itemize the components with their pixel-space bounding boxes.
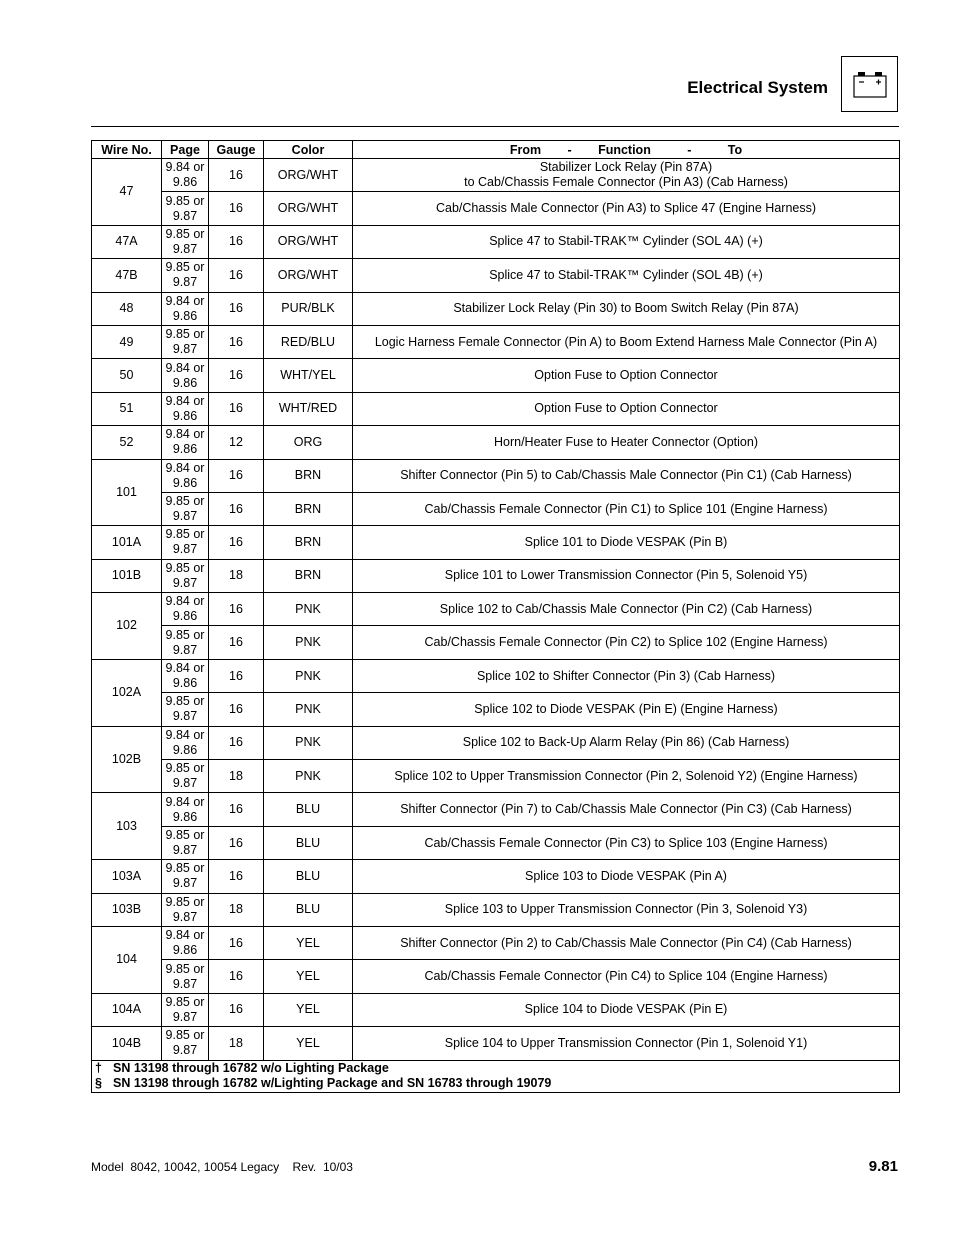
wire-cell: 47 bbox=[92, 159, 162, 226]
function-cell: Cab/Chassis Female Connector (Pin C2) to Splice 102 (Engine Harness) bbox=[353, 626, 900, 659]
page-cell: 9.85 or 9.87 bbox=[162, 492, 209, 525]
header-divider bbox=[91, 126, 899, 127]
page-cell: 9.85 or 9.87 bbox=[162, 559, 209, 592]
footnote-symbol: § bbox=[95, 1076, 102, 1091]
table-row bbox=[92, 559, 900, 592]
page-cell: 9.85 or 9.87 bbox=[162, 693, 209, 726]
function-cell: Horn/Heater Fuse to Heater Connector (Option) bbox=[353, 426, 900, 459]
color-cell: BRN bbox=[264, 492, 353, 525]
wire-cell: 102 bbox=[92, 593, 162, 660]
color-cell: BRN bbox=[264, 559, 353, 592]
gauge-cell: 16 bbox=[209, 626, 264, 659]
page-cell: 9.84 or 9.86 bbox=[162, 926, 209, 959]
function-cell: Cab/Chassis Female Connector (Pin C3) to Splice 103 (Engine Harness) bbox=[353, 826, 900, 859]
footer-model-info: Model 8042, 10042, 10054 Legacy Rev. 10/03 bbox=[91, 1160, 353, 1174]
page-cell: 9.85 or 9.87 bbox=[162, 760, 209, 793]
color-cell: BLU bbox=[264, 860, 353, 893]
color-cell: ORG/WHT bbox=[264, 192, 353, 225]
function-cell: Splice 101 to Diode VESPAK (Pin B) bbox=[353, 526, 900, 559]
gauge-cell: 16 bbox=[209, 225, 264, 258]
wire-cell: 47B bbox=[92, 259, 162, 292]
page-cell: 9.84 or 9.86 bbox=[162, 726, 209, 759]
table-row bbox=[92, 726, 900, 759]
table-row bbox=[92, 492, 900, 525]
table-row bbox=[92, 359, 900, 392]
wire-cell: 104 bbox=[92, 926, 162, 993]
gauge-cell: 18 bbox=[209, 760, 264, 793]
col-header-wire: Wire No. bbox=[92, 141, 162, 159]
gauge-cell: 16 bbox=[209, 292, 264, 325]
color-cell: WHT/RED bbox=[264, 392, 353, 425]
function-cell: Cab/Chassis Female Connector (Pin C1) to Splice 101 (Engine Harness) bbox=[353, 492, 900, 525]
page-cell: 9.84 or 9.86 bbox=[162, 359, 209, 392]
table-row bbox=[92, 993, 900, 1026]
footnote bbox=[95, 1076, 896, 1091]
page-cell: 9.85 or 9.87 bbox=[162, 826, 209, 859]
table-row bbox=[92, 593, 900, 626]
gauge-cell: 16 bbox=[209, 993, 264, 1026]
color-cell: YEL bbox=[264, 926, 353, 959]
table-notes-row bbox=[92, 1060, 900, 1092]
page-cell: 9.85 or 9.87 bbox=[162, 259, 209, 292]
wire-cell: 101 bbox=[92, 459, 162, 526]
gauge-cell: 16 bbox=[209, 259, 264, 292]
table-header-row bbox=[92, 141, 900, 159]
table-row bbox=[92, 693, 900, 726]
color-cell: YEL bbox=[264, 993, 353, 1026]
function-cell bbox=[353, 159, 900, 192]
function-cell: Splice 102 to Diode VESPAK (Pin E) (Engine Harness) bbox=[353, 693, 900, 726]
table-row bbox=[92, 526, 900, 559]
page-cell: 9.85 or 9.87 bbox=[162, 626, 209, 659]
wire-cell: 52 bbox=[92, 426, 162, 459]
footnote bbox=[95, 1061, 896, 1076]
color-cell: BRN bbox=[264, 526, 353, 559]
color-cell: WHT/YEL bbox=[264, 359, 353, 392]
gauge-cell: 16 bbox=[209, 726, 264, 759]
function-cell: Splice 102 to Shifter Connector (Pin 3) (Cab Harness) bbox=[353, 659, 900, 692]
page-cell: 9.84 or 9.86 bbox=[162, 159, 209, 192]
page-title: Electrical System bbox=[687, 78, 828, 97]
table-row bbox=[92, 192, 900, 225]
table-row bbox=[92, 860, 900, 893]
page-cell: 9.84 or 9.86 bbox=[162, 292, 209, 325]
table-row bbox=[92, 325, 900, 358]
gauge-cell: 16 bbox=[209, 860, 264, 893]
page-cell: 9.85 or 9.87 bbox=[162, 960, 209, 993]
page-cell: 9.84 or 9.86 bbox=[162, 593, 209, 626]
gauge-cell: 16 bbox=[209, 926, 264, 959]
wire-cell: 104A bbox=[92, 993, 162, 1026]
table-row bbox=[92, 426, 900, 459]
wire-cell: 103 bbox=[92, 793, 162, 860]
function-cell: Splice 101 to Lower Transmission Connector (Pin 5, Solenoid Y5) bbox=[353, 559, 900, 592]
table-row bbox=[92, 760, 900, 793]
col-header-page: Page bbox=[162, 141, 209, 159]
gauge-cell: 16 bbox=[209, 325, 264, 358]
footnote-text: SN 13198 through 16782 w/o Lighting Package bbox=[113, 1061, 389, 1076]
table-row bbox=[92, 659, 900, 692]
table-row bbox=[92, 392, 900, 425]
function-cell: Splice 104 to Upper Transmission Connector (Pin 1, Solenoid Y1) bbox=[353, 1027, 900, 1060]
page-cell: 9.84 or 9.86 bbox=[162, 793, 209, 826]
wire-cell: 102A bbox=[92, 659, 162, 726]
color-cell: PUR/BLK bbox=[264, 292, 353, 325]
page-cell: 9.84 or 9.86 bbox=[162, 426, 209, 459]
function-cell: Splice 104 to Diode VESPAK (Pin E) bbox=[353, 993, 900, 1026]
page-cell: 9.84 or 9.86 bbox=[162, 659, 209, 692]
table-row bbox=[92, 292, 900, 325]
gauge-cell: 16 bbox=[209, 593, 264, 626]
gauge-cell: 18 bbox=[209, 893, 264, 926]
page-number: 9.81 bbox=[868, 1158, 898, 1175]
gauge-cell: 16 bbox=[209, 793, 264, 826]
function-cell: Splice 102 to Back-Up Alarm Relay (Pin 86) (Cab Harness) bbox=[353, 726, 900, 759]
gauge-cell: 16 bbox=[209, 159, 264, 192]
wire-cell: 49 bbox=[92, 325, 162, 358]
footnote-text: SN 13198 through 16782 w/Lighting Package and SN 16783 through 19079 bbox=[113, 1076, 552, 1091]
page-cell: 9.85 or 9.87 bbox=[162, 893, 209, 926]
wire-table bbox=[91, 140, 900, 1093]
col-header-dash: - bbox=[687, 142, 692, 157]
table-row bbox=[92, 960, 900, 993]
color-cell: ORG bbox=[264, 426, 353, 459]
function-cell: Logic Harness Female Connector (Pin A) to Boom Extend Harness Male Connector (Pin A) bbox=[353, 325, 900, 358]
col-header-gauge: Gauge bbox=[209, 141, 264, 159]
gauge-cell: 16 bbox=[209, 459, 264, 492]
color-cell: ORG/WHT bbox=[264, 225, 353, 258]
function-cell: Stabilizer Lock Relay (Pin 30) to Boom Switch Relay (Pin 87A) bbox=[353, 292, 900, 325]
page-cell: 9.84 or 9.86 bbox=[162, 459, 209, 492]
col-header-color: Color bbox=[264, 141, 353, 159]
color-cell: PNK bbox=[264, 726, 353, 759]
color-cell: PNK bbox=[264, 593, 353, 626]
color-cell: PNK bbox=[264, 693, 353, 726]
gauge-cell: 16 bbox=[209, 492, 264, 525]
color-cell: ORG/WHT bbox=[264, 159, 353, 192]
color-cell: YEL bbox=[264, 1027, 353, 1060]
function-cell: Shifter Connector (Pin 7) to Cab/Chassis Male Connector (Pin C3) (Cab Harness) bbox=[353, 793, 900, 826]
function-cell: Splice 47 to Stabil-TRAK™ Cylinder (SOL 4A) (+) bbox=[353, 225, 900, 258]
function-cell: Shifter Connector (Pin 2) to Cab/Chassis Male Connector (Pin C4) (Cab Harness) bbox=[353, 926, 900, 959]
wire-cell: 48 bbox=[92, 292, 162, 325]
gauge-cell: 16 bbox=[209, 526, 264, 559]
function-cell: Splice 102 to Cab/Chassis Male Connector (Pin C2) (Cab Harness) bbox=[353, 593, 900, 626]
table-row bbox=[92, 793, 900, 826]
gauge-cell: 12 bbox=[209, 426, 264, 459]
gauge-cell: 16 bbox=[209, 826, 264, 859]
page-cell: 9.85 or 9.87 bbox=[162, 1027, 209, 1060]
wire-cell: 101A bbox=[92, 526, 162, 559]
color-cell: PNK bbox=[264, 659, 353, 692]
table-row bbox=[92, 893, 900, 926]
col-header-function-label: Function bbox=[598, 142, 651, 157]
function-line: Stabilizer Lock Relay (Pin 87A) bbox=[539, 160, 713, 175]
gauge-cell: 18 bbox=[209, 1027, 264, 1060]
wire-cell: 102B bbox=[92, 726, 162, 793]
table-row bbox=[92, 159, 900, 192]
table-row bbox=[92, 259, 900, 292]
color-cell: BLU bbox=[264, 893, 353, 926]
function-cell: Shifter Connector (Pin 5) to Cab/Chassis Male Connector (Pin C1) (Cab Harness) bbox=[353, 459, 900, 492]
function-line: to Cab/Chassis Female Connector (Pin A3) (Cab Harness) bbox=[464, 175, 788, 190]
page-cell: 9.84 or 9.86 bbox=[162, 392, 209, 425]
wire-cell: 50 bbox=[92, 359, 162, 392]
wire-cell: 104B bbox=[92, 1027, 162, 1060]
function-cell: Cab/Chassis Male Connector (Pin A3) to Splice 47 (Engine Harness) bbox=[353, 192, 900, 225]
table-row bbox=[92, 926, 900, 959]
wire-cell: 103A bbox=[92, 860, 162, 893]
function-cell: Splice 103 to Upper Transmission Connector (Pin 3, Solenoid Y3) bbox=[353, 893, 900, 926]
color-cell: RED/BLU bbox=[264, 325, 353, 358]
gauge-cell: 16 bbox=[209, 659, 264, 692]
color-cell: ORG/WHT bbox=[264, 259, 353, 292]
gauge-cell: 16 bbox=[209, 192, 264, 225]
col-header-to: To bbox=[727, 142, 743, 157]
battery-icon bbox=[841, 56, 898, 112]
page-cell: 9.85 or 9.87 bbox=[162, 325, 209, 358]
gauge-cell: 18 bbox=[209, 559, 264, 592]
table-row bbox=[92, 459, 900, 492]
function-cell: Option Fuse to Option Connector bbox=[353, 359, 900, 392]
wire-cell: 51 bbox=[92, 392, 162, 425]
color-cell: BLU bbox=[264, 826, 353, 859]
function-cell: Option Fuse to Option Connector bbox=[353, 392, 900, 425]
gauge-cell: 16 bbox=[209, 693, 264, 726]
wire-cell: 103B bbox=[92, 893, 162, 926]
col-header-function bbox=[353, 141, 900, 159]
table-notes bbox=[92, 1060, 900, 1092]
col-header-dash: - bbox=[567, 142, 572, 157]
wire-cell: 101B bbox=[92, 559, 162, 592]
page-cell: 9.85 or 9.87 bbox=[162, 860, 209, 893]
function-cell: Cab/Chassis Female Connector (Pin C4) to Splice 104 (Engine Harness) bbox=[353, 960, 900, 993]
function-cell: Splice 47 to Stabil-TRAK™ Cylinder (SOL 4B) (+) bbox=[353, 259, 900, 292]
table-row bbox=[92, 225, 900, 258]
color-cell: PNK bbox=[264, 626, 353, 659]
color-cell: PNK bbox=[264, 760, 353, 793]
wire-cell: 47A bbox=[92, 225, 162, 258]
gauge-cell: 16 bbox=[209, 359, 264, 392]
page-cell: 9.85 or 9.87 bbox=[162, 993, 209, 1026]
function-cell: Splice 102 to Upper Transmission Connector (Pin 2, Solenoid Y2) (Engine Harness) bbox=[353, 760, 900, 793]
table-row bbox=[92, 1027, 900, 1060]
page-cell: 9.85 or 9.87 bbox=[162, 192, 209, 225]
footnote-symbol: † bbox=[95, 1061, 102, 1076]
table-row bbox=[92, 826, 900, 859]
table-row bbox=[92, 626, 900, 659]
page-cell: 9.85 or 9.87 bbox=[162, 526, 209, 559]
function-cell: Splice 103 to Diode VESPAK (Pin A) bbox=[353, 860, 900, 893]
gauge-cell: 16 bbox=[209, 392, 264, 425]
page-cell: 9.85 or 9.87 bbox=[162, 225, 209, 258]
color-cell: BLU bbox=[264, 793, 353, 826]
col-header-from: From bbox=[509, 142, 542, 157]
color-cell: BRN bbox=[264, 459, 353, 492]
gauge-cell: 16 bbox=[209, 960, 264, 993]
color-cell: YEL bbox=[264, 960, 353, 993]
